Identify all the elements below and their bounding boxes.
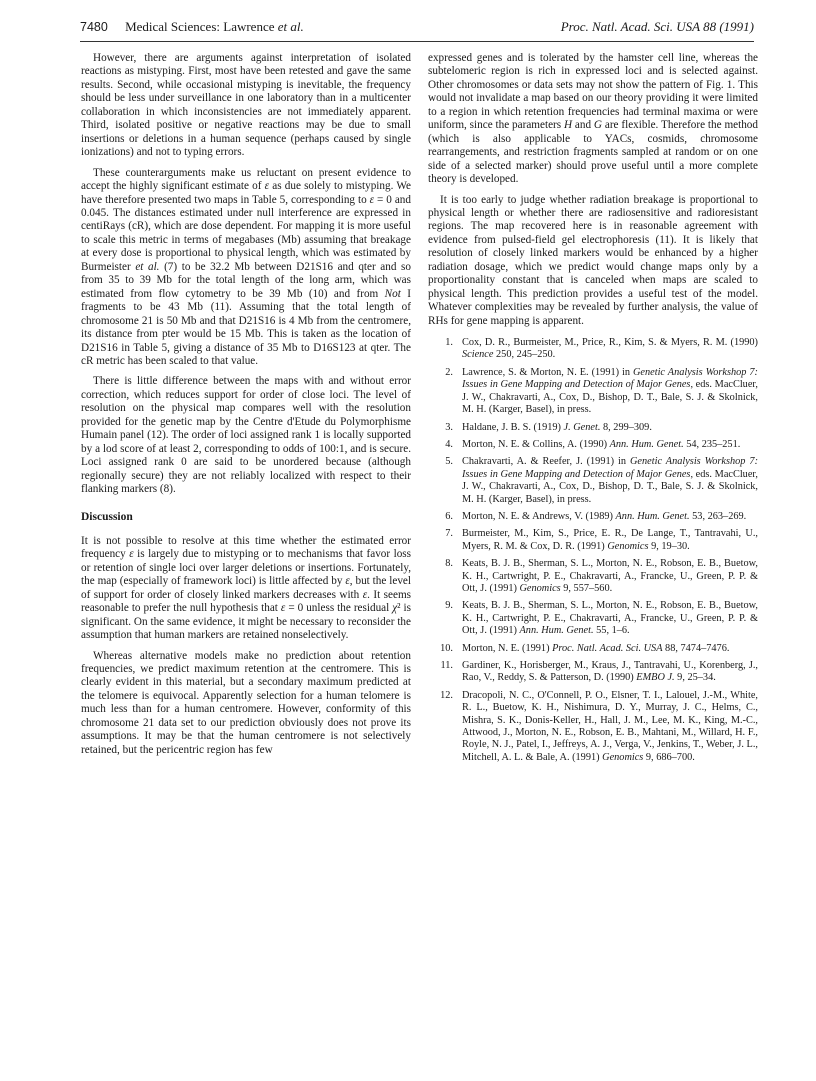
reference-number: 5. [445,456,453,468]
right-column [428,52,758,769]
reference-volume-pages: , eds. MacCluer, J. W., Chakravarti, A., Cox, D., Bishop, D. T., Bale, S. J. & Skolnick, M. H. (Karger, Basel), in press. [462,379,758,416]
reference-volume-pages: 9, 686–700. [643,751,695,763]
reference-source: Genetic Analysis Workshop 7: Issues in Gene Mapping and Detection of Major Genes [462,456,758,480]
section-etal: et al. [277,19,304,34]
reference-source: J. Genet. [563,421,601,433]
reference-volume-pages: 8, 299–309. [600,421,652,433]
section-label: Medical Sciences: Lawrence [125,19,278,34]
reference-item [428,558,758,595]
reference-volume-pages: 250, 245–250. [493,349,556,361]
reference-number: 4. [445,438,453,450]
reference-source: Ann. Hum. Genet. [519,625,594,637]
reference-volume-pages: 54, 235–251. [683,438,741,450]
page-number: 7480 [80,20,108,34]
reference-volume-pages: , eds. MacCluer, J. W., Chakravarti, A., Cox, D., Bishop, D. T., Bale, S. J. & Skolnick, M. H. (Karger, Basel), in press. [462,468,758,505]
reference-authors: Keats, B. J. B., Sherman, S. L., Morton, N. E., Robson, E. B., Buetow, K. H., Cartwright, P. E., Chakravarti, A., Francke, U., Green, P. P. & Ott, J. (1991) [462,558,758,594]
reference-authors: Haldane, J. B. S. (1919) [462,421,564,433]
reference-volume-pages: 9, 557–560. [560,582,613,594]
reference-source: Genomics [602,751,644,763]
reference-authors: Morton, N. E. & Andrews, V. (1989) [462,510,616,522]
reference-authors: Morton, N. E. & Collins, A. (1990) [462,438,610,450]
reference-source: Ann. Hum. Genet. [615,510,690,522]
reference-number: 2. [445,366,453,378]
journal-citation: Proc. Natl. Acad. Sci. USA 88 (1991) [560,19,754,34]
header-rule [80,41,754,42]
reference-authors: Lawrence, S. & Morton, N. E. (1991) in [462,366,633,378]
reference-list [428,337,758,764]
reference-volume-pages: 53, 263–269. [689,510,747,522]
reference-number: 10. [440,642,453,654]
reference-volume-pages: 88, 7474–7476. [662,642,730,654]
paragraph-map-comparison: There is little difference between the maps with and without error correction, which reduces support for order of close loci. The level of resolution on the physical map compares well with the resolution provided for the genetic map by the Centre d'Etude du Polymorphisme Humain panel (12). The order of loci assigned rank 1 is locally supported by a lod score of at least 2, corresponding to odds of 100:1, and is secure. Loci assigned rank 0 are said to be unordered because (although regionally secure) they are not reliably localized with respect to their flanking markers (8). [81,375,411,496]
reference-number: 1. [445,337,453,349]
reference-item [428,643,758,655]
reference-authors: Cox, D. R., Burmeister, M., Price, R., Kim, S. & Myers, R. M. (1990) [462,337,758,349]
running-header [80,17,754,39]
reference-number: 8. [445,558,453,570]
reference-source: Science [462,349,494,361]
paragraph-mistyping-arguments: However, there are arguments against interpretation of isolated reactions as mistyping. First, most have been retested and gave the same results. Second, while occasional mistyping is inevitable, the frequency should be less under surveillance in one laboratory than in a multicenter collaboration in which inconsistencies are not immediately apparent. Third, isolated positive or negative reactions may be due to small insertions or deletions in a human sequence (perhaps caused by single ionizations) and not to typing errors. [81,52,411,159]
reference-item [428,367,758,417]
reference-number: 12. [440,689,453,701]
reference-source: Ann. Hum. Genet. [609,438,684,450]
reference-item [428,511,758,523]
reference-number: 7. [445,528,453,540]
reference-number: 11. [440,660,453,671]
reference-volume-pages: 9, 25–34. [674,672,716,684]
reference-number: 9. [445,600,453,612]
reference-item [428,337,758,362]
paragraph-counterarguments: These counterarguments make us reluctant on present evidence to accept the highly significant estimate of ε as due solely to mistyping. We have therefore presented two maps in Table 5, corresponding to ε = 0 and 0.045. The distances estimated under null interference are expressed in centiRays (cR), which are dose dependent. For mapping it is more useful to scale this metric in terms of megabases (Mb) assuming that breakage at every dose is proportional to physical length, which was estimated by Burmeister et al. (7) to be 32.2 Mb between D21S16 and qter and so from 35 to 39 Mb for the total length of the long arm, which was estimated from flow cytometry to be 39 Mb (10) and from Not I fragments to be 43 Mb (11). Assuming that the total length of chromosome 21 is 50 Mb and that D21S16 is 4 Mb from the centromere, its distance from pter would be 15 Mb. This is taken as the location of D21S16 in Table 5, giving a distance of 35 Mb to D16S123 at qter. The cR metric has been scaled to that value. [81,166,411,367]
paragraph-discussion-retention: Whereas alternative models make no prediction about retention frequencies, we predict maximum retention at the centromere. This is clearly evident in this material, but a secondary maximum predicted at the telomere is equivocal. Apparently selection for a human telomere is much less than for a human centromere. However, conformity of this chromosome 21 data set to our prediction obviously does not prove its assumptions. It may be that the human centromere is not selectively retained, but the pericentric region has few [81,649,411,756]
reference-authors: Dracopoli, N. C., O'Connell, P. O., Elsner, T. I., Lalouel, J.-M., White, R. L., Buetow, K. H., Nishimura, D. Y., Murray, J. C., Helms, C., Mishra, S. K., Donis-Keller, H., Hall, J. M., Lee, M. K., King, M.-C., Attwood, J., Morton, N. E., Robson, E. B., Mahtani, M., Willard, H. F., Royle, N. J., Patel, I., Jeffreys, A. J., Verga, V., Jenkins, T., Weber, J. L., Mitchell, A. L. & Bale, A. (1991) [462,689,758,763]
reference-source: EMBO J. [636,672,675,684]
left-column [81,52,411,764]
reference-number: 6. [445,510,453,522]
reference-item [428,660,758,685]
reference-item [428,528,758,553]
reference-volume-pages: 55, 1–6. [593,625,630,637]
discussion-heading: Discussion [81,510,133,523]
reference-authors: Chakravarti, A. & Reefer, J. (1991) in [462,456,630,468]
reference-source: Genomics [519,582,561,594]
reference-item [428,439,758,451]
reference-volume-pages: 9, 19–30. [648,540,690,552]
reference-source: Genomics [607,540,649,552]
reference-item [428,600,758,637]
reference-authors: Gardiner, K., Horisberger, M., Kraus, J., Tantravahi, U., Korenberg, J., Rao, V., Reddy, S. & Patterson, D. (1990) [462,660,758,684]
section-title [125,19,304,34]
reference-source: Proc. Natl. Acad. Sci. USA [552,642,663,654]
reference-authors: Keats, B. J. B., Sherman, S. L., Morton, N. E., Robson, E. B., Buetow, K. H., Cartwright, P. E., Chakravarti, A., Francke, U., Green, P. P. & Ott, J. (1991) [462,600,758,637]
reference-item [428,422,758,434]
paragraph-discussion-error: It is not possible to resolve at this time whether the estimated error frequency ε is largely due to mistyping or to mechanisms that favor loss or retention of single loci over larger deletions or insertions. Fortunately, the map (especially of framework loci) is little affected by ε, but the level of support for order of closely linked markers decreases with ε. It seems reasonable to prefer the null hypothesis that ε = 0 unless the residual χ² is significant. On the same evidence, it might be necessary to reconsider the assumption that human markers are retained nonselectively. [81,534,411,642]
reference-item [428,456,758,506]
reference-item [428,690,758,764]
reference-source: Genetic Analysis Workshop 7: Issues in Gene Mapping and Detection of Major Genes [462,366,758,391]
reference-authors: Burmeister, M., Kim, S., Price, E. R., De Lange, T., Tantravahi, U., Myers, R. M. & Cox, D. R. (1991) [462,528,758,552]
paragraph-radiation-breakage: It is too early to judge whether radiation breakage is proportional to physical length or whether there are radiosensitive and radioresistant regions. The map recovered here is in reasonable agreement with evidence from pulsed-field gel electrophoresis (11). It is likely that resolution of closely linked markers would be enhanced by a higher radiation dosage, which we predict would change maps only by a proportionality constant that is canceled when maps are scaled to physical length. This prediction provides a useful test of the model. Whatever complexities may be revealed by further analysis, the value of RHs for gene mapping is apparent. [428,193,758,327]
reference-authors: Morton, N. E. (1991) [462,642,553,654]
paragraph-continued: expressed genes and is tolerated by the hamster cell line, whereas the subtelomeric region is rich in expressed loci and is selected against. Other chromosomes or data sets may not show the pattern of Fig. 1. This would not invalidate a map based on our theory providing it were limited to a region in which retention frequencies had terminal maxima or were uniform, since the parameters H and G are flexible. Therefore the method (which is also applicable to YACs, cosmids, chromosome rearrangements, and restriction fragments sampled at random or on one side of a selected marker) should prove useful until a more complete theory is developed. [428,52,758,186]
reference-number: 3. [445,421,453,433]
